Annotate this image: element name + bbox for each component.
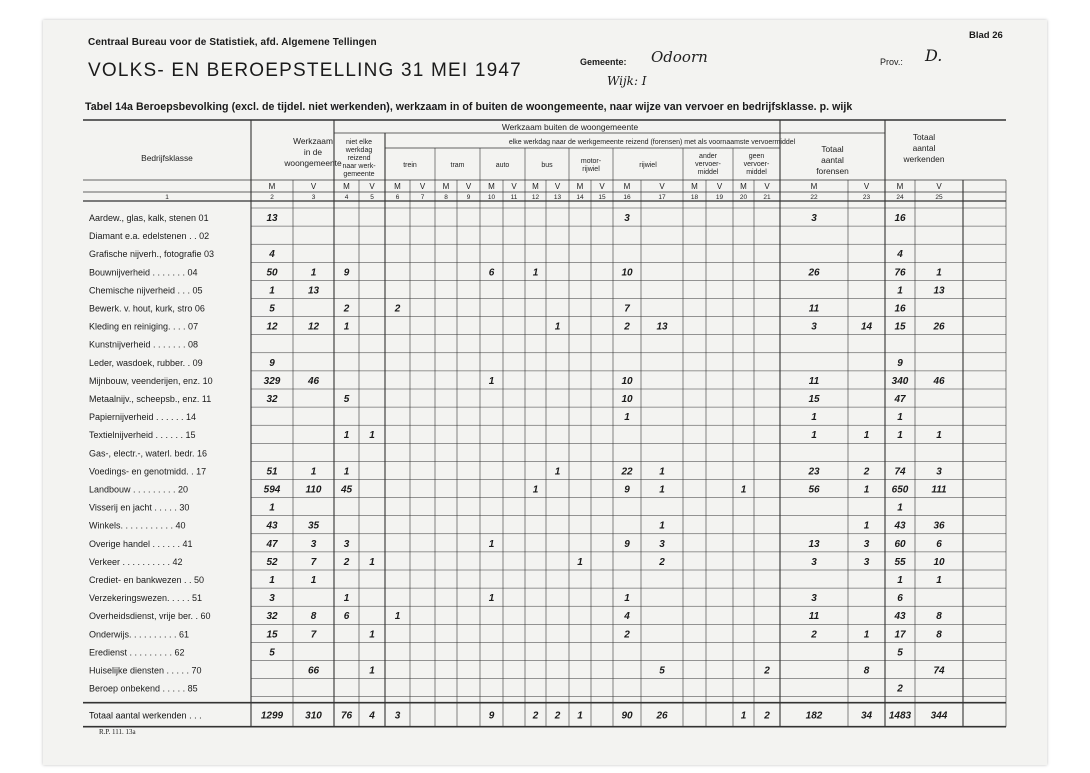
header-m-v: M	[740, 182, 747, 191]
cell-value: 1	[863, 430, 870, 442]
cell-value: 2	[811, 629, 817, 641]
cell-value: 9	[624, 538, 630, 550]
total-value: 34	[860, 710, 873, 722]
header-ander: middel	[697, 169, 719, 176]
row-label: Huiselijke diensten . . . . . 70	[89, 665, 202, 676]
header-m-v: M	[343, 182, 350, 191]
column-number: 11	[510, 194, 518, 201]
cell-value: 9	[269, 357, 275, 369]
organisation-name: Centraal Bureau voor de Statistiek, afd. Algemene Tellingen	[88, 37, 377, 48]
header-geen: geen	[748, 153, 765, 160]
cell-value: 1	[310, 466, 317, 478]
column-number: 8	[444, 194, 448, 201]
cell-value: 45	[340, 484, 353, 496]
cell-value: 36	[933, 520, 945, 532]
cell-value: 43	[894, 520, 906, 532]
cell-value: 6	[897, 593, 903, 605]
header-m-v: M	[623, 182, 631, 191]
row-label: Grafische nijverh., fotografie 03	[89, 249, 215, 260]
header-niet-elke: gemeente	[343, 171, 375, 178]
cell-value: 1	[811, 430, 817, 442]
row-label: Gas-, electr.-, waterl. bedr. 16	[89, 448, 208, 459]
gemeente-value: Odoorn	[651, 48, 708, 66]
header-woongemeente: woongemeente	[284, 158, 342, 168]
header-geen: middel	[746, 169, 767, 176]
row-label: Leder, wasdoek, rubber. . 09	[89, 357, 203, 368]
row-label: Mijnbouw, veenderijen, enz. 10	[89, 375, 213, 386]
cell-value: 6	[488, 267, 495, 279]
cell-value: 13	[933, 285, 945, 297]
header-m-v: V	[863, 182, 870, 191]
row-label: Verzekeringswezen. . . . . 51	[89, 593, 203, 604]
cell-value: 8	[863, 665, 870, 677]
cell-value: 3	[659, 538, 665, 550]
cell-value: 32	[266, 611, 278, 623]
header-m-v: M	[896, 182, 904, 191]
cell-value: 7	[310, 629, 317, 641]
header-m-v: V	[369, 182, 375, 191]
cell-value: 11	[808, 375, 820, 387]
header-niet-elke: werkdag	[345, 147, 373, 154]
sheet-number: Blad 26	[969, 30, 1003, 41]
cell-value: 1	[310, 575, 317, 586]
cell-value: 1	[343, 430, 350, 442]
cell-value: 1	[554, 466, 561, 478]
cell-value: 23	[808, 466, 820, 478]
cell-value: 1	[659, 520, 665, 532]
total-value: 3	[394, 710, 401, 722]
column-number: 6	[395, 194, 400, 201]
cell-value: 1	[269, 502, 275, 514]
cell-value: 5	[269, 303, 275, 315]
cell-value: 10	[933, 556, 945, 568]
cell-value: 3	[811, 556, 817, 568]
cell-value: 2	[343, 556, 350, 568]
header-m-v: V	[764, 182, 770, 191]
row-label: Metaalnijv., scheepsb., enz. 11	[89, 394, 212, 404]
column-number: 3	[311, 194, 316, 201]
total-value: 344	[930, 710, 948, 722]
column-number: 18	[690, 194, 699, 201]
header-trein: trein	[403, 162, 417, 169]
cell-value: 3	[811, 593, 817, 605]
cell-value: 1	[897, 502, 903, 514]
cell-value: 3	[310, 538, 317, 550]
header-m-v: M	[268, 182, 276, 191]
total-value: 1	[577, 710, 583, 722]
cell-value: 1	[897, 412, 903, 424]
header-motorrijwiel: motor-	[580, 158, 602, 165]
cell-value: 1	[577, 556, 583, 568]
header-niet-elke: niet elke	[345, 139, 373, 146]
header-niet-elke: reizend	[347, 155, 371, 162]
cell-value: 2	[343, 303, 350, 315]
row-label: Landbouw . . . . . . . . . 20	[89, 484, 189, 495]
cell-value: 8	[936, 611, 942, 623]
column-number: 12	[531, 194, 540, 201]
column-number: 19	[715, 194, 724, 201]
total-value: 4	[369, 710, 375, 722]
cell-value: 1	[936, 267, 942, 279]
wijk-value: Wijk: I	[607, 74, 647, 88]
row-label: Beroep onbekend . . . . . 85	[89, 683, 198, 694]
column-number: 10	[487, 194, 496, 201]
cell-value: 4	[897, 249, 903, 261]
header-m-v: V	[716, 182, 723, 191]
row-label: Kunstnijverheid . . . . . . . 08	[89, 339, 199, 350]
cell-value: 1	[811, 412, 817, 424]
cell-value: 1	[269, 285, 275, 297]
total-value: 1299	[260, 710, 284, 722]
cell-value: 46	[933, 375, 945, 387]
cell-value: 13	[307, 285, 320, 297]
cell-value: 13	[266, 213, 278, 224]
cell-value: 1	[532, 484, 539, 496]
total-value: 90	[621, 710, 633, 722]
cell-value: 7	[310, 556, 317, 568]
cell-value: 5	[343, 394, 350, 405]
column-number: 4	[344, 194, 349, 201]
header-m-v: V	[936, 182, 942, 191]
total-value: 2	[764, 710, 770, 722]
census-form	[43, 20, 1047, 765]
cell-value: 22	[621, 466, 633, 478]
cell-value: 9	[624, 484, 630, 496]
cell-value: 35	[307, 520, 320, 532]
cell-value: 2	[394, 303, 401, 315]
row-label: Bewerk. v. hout, kurk, stro 06	[89, 303, 205, 314]
total-value: 310	[305, 710, 322, 722]
cell-value: 1	[394, 611, 401, 623]
total-value: 1	[740, 710, 747, 722]
gemeente-label: Gemeente:	[580, 57, 627, 67]
cell-value: 1	[897, 430, 903, 442]
total-value: 2	[554, 710, 561, 722]
column-number: 16	[623, 194, 631, 201]
cell-value: 76	[894, 267, 906, 279]
column-number: 15	[598, 194, 606, 201]
cell-value: 1	[488, 375, 495, 387]
cell-value: 55	[894, 556, 906, 568]
cell-value: 1	[624, 593, 630, 605]
cell-value: 66	[307, 665, 320, 677]
cell-value: 16	[894, 303, 906, 315]
header-m-v: V	[511, 182, 517, 191]
cell-value: 12	[307, 321, 320, 333]
cell-value: 2	[624, 321, 630, 333]
column-number: 22	[810, 194, 818, 201]
cell-value: 8	[310, 611, 317, 623]
cell-value: 1	[369, 629, 375, 641]
cell-value: 1	[936, 430, 942, 442]
row-label: Diamant e.a. edelstenen . . 02	[89, 231, 210, 242]
cell-value: 6	[343, 611, 350, 623]
header-m-v: V	[310, 182, 317, 191]
cell-value: 650	[891, 484, 909, 496]
province-label: Prov.:	[880, 57, 903, 67]
table-title: Tabel 14a Beroepsbevolking (excl. de tijdel. niet werkenden), werkzaam in of buiten de woongemeente, naar wijze van vervoer en bedrijfsklasse. p. wijk	[85, 101, 853, 113]
row-label: Overige handel . . . . . . 41	[89, 538, 193, 549]
cell-value: 1	[863, 484, 870, 496]
cell-value: 43	[266, 520, 278, 532]
cell-value: 74	[933, 665, 945, 677]
cell-value: 3	[811, 321, 817, 333]
cell-value: 2	[624, 629, 630, 641]
cell-value: 3	[863, 538, 870, 550]
cell-value: 56	[808, 484, 820, 496]
cell-value: 110	[305, 484, 322, 496]
header-elke-werkdag: elke werkdag naar de werkgemeente reizend (forensen) met als voornaamste vervoermiddel	[508, 139, 796, 146]
cell-value: 13	[656, 321, 668, 333]
cell-value: 2	[897, 683, 903, 695]
cell-value: 6	[936, 538, 942, 550]
cell-value: 52	[266, 556, 278, 568]
header-rijwiel: rijwiel	[639, 162, 657, 169]
cell-value: 1	[863, 629, 870, 641]
cell-value: 4	[269, 249, 275, 261]
cell-value: 46	[307, 375, 320, 387]
header-woongemeente: Werkzaam	[293, 136, 333, 146]
column-number: 23	[862, 194, 871, 201]
cell-value: 15	[808, 394, 820, 405]
cell-value: 5	[659, 665, 665, 677]
cell-value: 2	[659, 556, 665, 568]
cell-value: 1	[659, 484, 665, 496]
column-number: 1	[165, 194, 169, 201]
total-value: 182	[805, 710, 823, 722]
cell-value: 13	[808, 538, 820, 550]
cell-value: 1	[343, 466, 350, 478]
total-label: Totaal aantal werkenden . . .	[89, 710, 202, 721]
cell-value: 1	[369, 556, 375, 568]
row-label: Crediet- en bankwezen . . 50	[89, 575, 205, 585]
cell-value: 11	[808, 303, 820, 315]
cell-value: 43	[894, 611, 906, 623]
cell-value: 2	[764, 665, 770, 677]
cell-value: 2	[863, 466, 870, 478]
cell-value: 1	[488, 538, 495, 550]
column-number: 25	[935, 194, 943, 201]
cell-value: 11	[808, 611, 820, 623]
header-m-v: V	[599, 182, 605, 191]
row-label: Voedings- en genotmidd. . 17	[89, 466, 207, 477]
header-auto: auto	[495, 162, 510, 169]
row-label: Chemische nijverheid . . . 05	[89, 285, 203, 296]
cell-value: 51	[266, 466, 278, 478]
row-label: Overheidsdienst, vrije ber. . 60	[89, 611, 211, 622]
column-number: 14	[576, 194, 584, 201]
header-werkenden: aantal	[912, 143, 936, 153]
form-code: R.P. 111. 13a	[99, 728, 136, 736]
total-value: 76	[340, 710, 353, 722]
column-number: 2	[270, 194, 274, 201]
cell-value: 1	[488, 593, 495, 605]
row-label: Verkeer . . . . . . . . . . 42	[89, 556, 183, 567]
cell-value: 1	[343, 593, 350, 605]
header-m-v: V	[419, 182, 426, 191]
column-number: 20	[739, 194, 748, 201]
header-m-v: V	[465, 182, 472, 191]
cell-value: 1	[740, 484, 747, 496]
header-m-v: M	[810, 182, 818, 191]
cell-value: 1	[310, 267, 317, 279]
cell-value: 1	[624, 412, 630, 424]
cell-value: 340	[891, 375, 909, 387]
header-m-v: M	[532, 182, 539, 191]
cell-value: 3	[269, 593, 275, 605]
cell-value: 74	[894, 466, 906, 478]
header-m-v: V	[554, 182, 561, 191]
header-woongemeente: in de	[303, 147, 323, 157]
cell-value: 3	[863, 556, 870, 568]
header-forensen: forensen	[816, 166, 849, 176]
cell-value: 12	[266, 321, 278, 333]
header-geen: vervoer-	[743, 161, 770, 168]
data-table	[43, 20, 1047, 765]
column-number: 21	[763, 194, 771, 201]
cell-value: 7	[624, 303, 630, 315]
column-number: 9	[466, 194, 471, 201]
row-label: Winkels. . . . . . . . . . . 40	[89, 520, 186, 531]
header-m-v: M	[488, 182, 495, 191]
province-value: D.	[925, 46, 943, 65]
cell-value: 1	[554, 321, 561, 333]
cell-value: 9	[897, 357, 903, 369]
cell-value: 3	[811, 213, 817, 224]
cell-value: 16	[894, 213, 906, 224]
cell-value: 1	[897, 285, 903, 297]
header-m-v: M	[576, 182, 584, 191]
cell-value: 5	[897, 647, 903, 659]
header-ander: vervoer-	[695, 161, 721, 168]
row-label: Kleding en reiniging. . . . 07	[89, 321, 199, 332]
cell-value: 329	[263, 375, 281, 387]
header-m-v: M	[442, 182, 450, 191]
cell-value: 3	[936, 466, 942, 478]
cell-value: 32	[266, 394, 278, 405]
header-werkenden: werkenden	[903, 154, 945, 164]
header-bus: bus	[541, 162, 553, 169]
cell-value: 14	[860, 321, 873, 333]
header-m-v: M	[691, 182, 698, 191]
column-number: 17	[658, 194, 666, 201]
cell-value: 10	[621, 375, 633, 387]
header-buiten: Werkzaam buiten de woongemeente	[501, 122, 639, 132]
header-m-v: M	[394, 182, 401, 191]
cell-value: 47	[266, 538, 278, 550]
header-forensen: Totaal	[821, 144, 844, 154]
header-forensen: aantal	[821, 155, 844, 165]
cell-value: 26	[933, 321, 945, 333]
row-label: Papiernijverheid . . . . . . 14	[89, 412, 197, 423]
column-number: 13	[553, 194, 562, 201]
row-label: Aardew., glas, kalk, stenen 01	[89, 213, 209, 223]
row-label: Eredienst . . . . . . . . . 62	[89, 647, 185, 658]
cell-value: 5	[269, 647, 275, 659]
cell-value: 1	[369, 665, 375, 677]
cell-value: 60	[894, 538, 906, 550]
header-motorrijwiel: rijwiel	[582, 166, 600, 173]
row-label: Visserij en jacht . . . . . 30	[89, 502, 190, 513]
cell-value: 594	[263, 484, 281, 496]
cell-value: 1	[897, 575, 903, 586]
header-bedrijfsklasse: Bedrijfsklasse	[141, 153, 193, 163]
cell-value: 1	[532, 267, 539, 279]
header-tram: tram	[450, 162, 465, 169]
header-m-v: V	[659, 182, 665, 191]
cell-value: 4	[624, 611, 630, 623]
column-number: 7	[420, 194, 425, 201]
cell-value: 10	[621, 267, 633, 279]
cell-value: 9	[343, 267, 350, 279]
cell-value: 15	[266, 629, 278, 641]
cell-value: 10	[621, 394, 633, 405]
cell-value: 111	[931, 484, 947, 496]
total-value: 26	[656, 710, 668, 722]
cell-value: 3	[343, 538, 350, 550]
cell-value: 1	[269, 575, 275, 586]
column-number: 24	[896, 194, 904, 201]
cell-value: 26	[808, 267, 820, 279]
cell-value: 1	[369, 430, 375, 442]
row-label: Bouwnijverheid . . . . . . . 04	[89, 267, 198, 278]
total-value: 1483	[888, 710, 912, 722]
total-value: 2	[532, 710, 539, 722]
form-title: VOLKS- EN BEROEPSTELLING 31 MEI 1947	[88, 60, 522, 81]
cell-value: 3	[624, 213, 630, 224]
cell-value: 1	[936, 575, 942, 586]
row-label: Onderwijs. . . . . . . . . . 61	[89, 629, 190, 640]
cell-value: 15	[894, 321, 906, 333]
row-label: Textielnijverheid . . . . . . 15	[89, 430, 196, 441]
cell-value: 47	[894, 394, 906, 405]
column-number: 5	[370, 194, 374, 201]
total-value: 9	[488, 710, 495, 722]
cell-value: 1	[863, 520, 870, 532]
cell-value: 1	[659, 466, 665, 478]
cell-value: 8	[936, 629, 942, 641]
header-werkenden: Totaal	[912, 132, 936, 142]
cell-value: 50	[266, 267, 278, 279]
cell-value: 1	[343, 321, 350, 333]
header-ander: ander	[699, 153, 717, 160]
header-niet-elke: naar werk-	[342, 163, 376, 170]
cell-value: 17	[894, 629, 906, 641]
